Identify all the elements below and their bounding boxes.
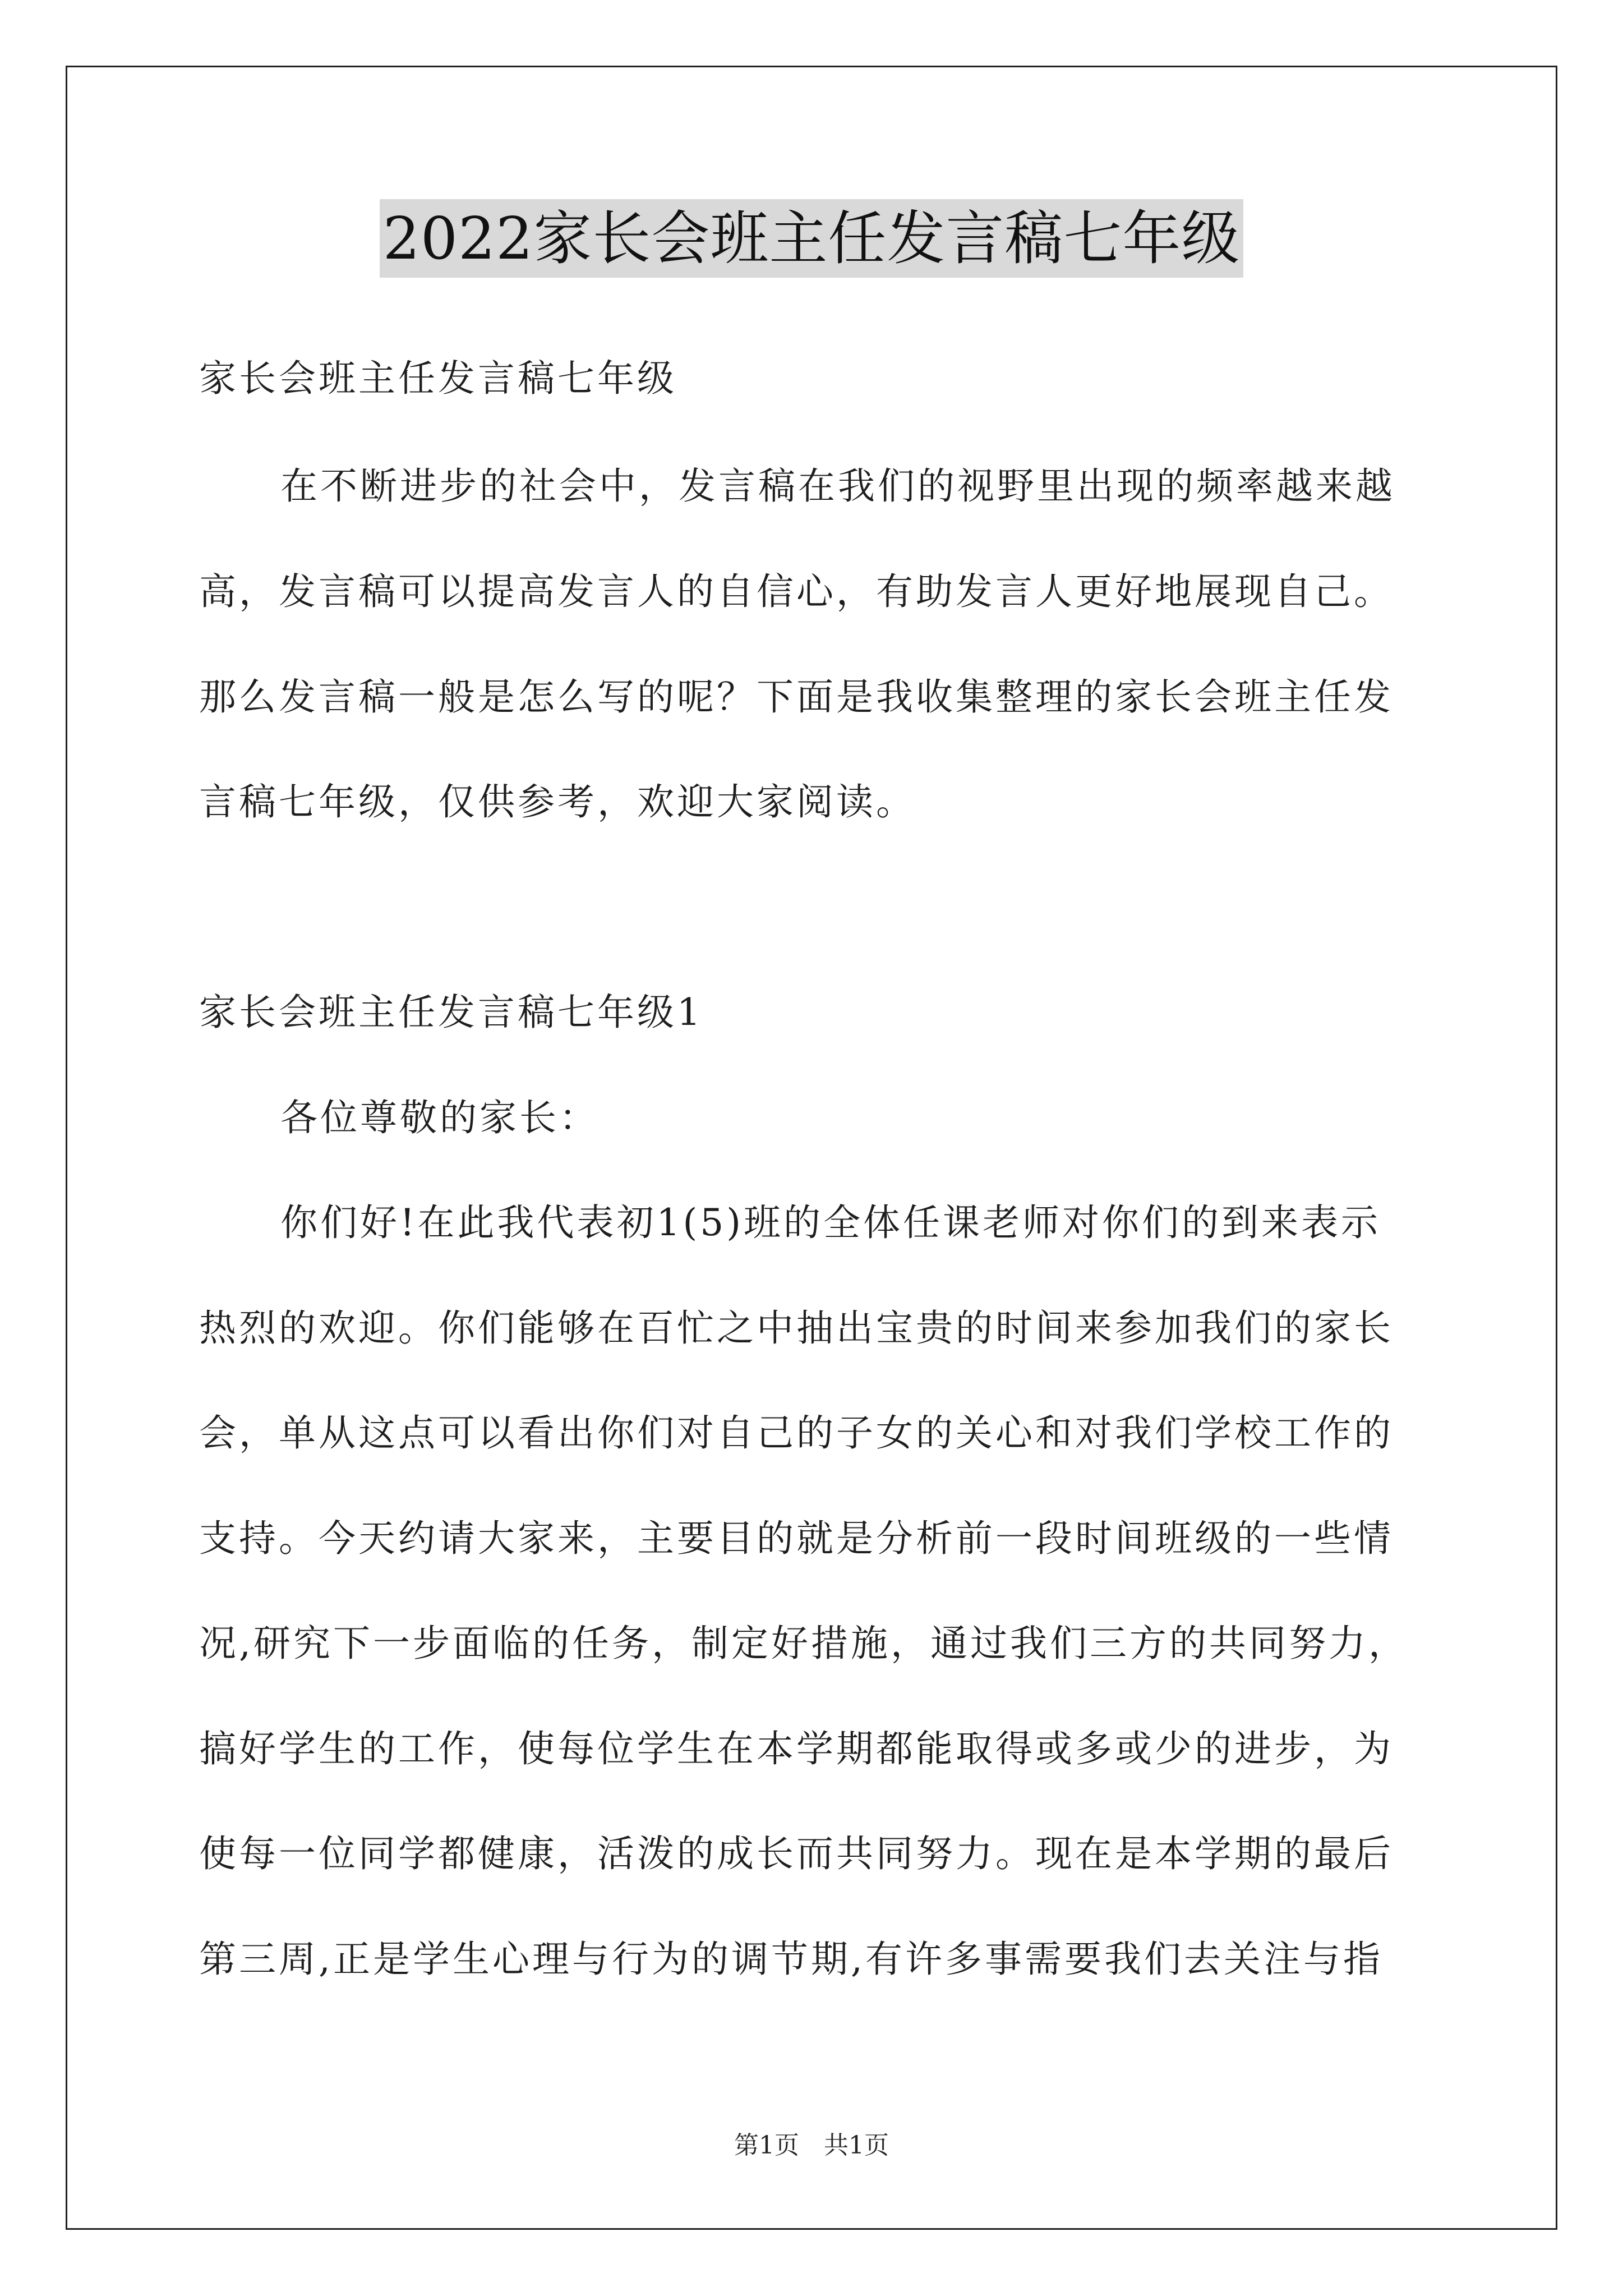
body-line: 那么发言稿一般是怎么写的呢？下面是我收集整理的家长会班主任发 (199, 675, 1394, 719)
body-line: 搞好学生的工作，使每位学生在本学期都能取得或多或少的进步，为 (199, 1727, 1394, 1770)
body-line: 热烈的欢迎。你们能够在百忙之中抽出宝贵的时间来参加我们的家长 (199, 1306, 1394, 1350)
body-line: 言稿七年级，仅供参考，欢迎大家阅读。 (199, 780, 916, 823)
body-line: 你们好!在此我代表初1(5)班的全体任课老师对你们的到来表示 (280, 1201, 1381, 1244)
page-footer (0, 2129, 1623, 2162)
subtitle-line: 家长会班主任发言稿七年级 (199, 357, 677, 400)
title-container (0, 199, 1623, 278)
body-line: 使每一位同学都健康，活泼的成长而共同努力。现在是本学期的最后 (199, 1832, 1394, 1875)
section-heading: 家长会班主任发言稿七年级1 (199, 991, 703, 1034)
page-number: 第1页 共1页 (734, 2131, 889, 2160)
body-line: 支持。今天约请大家来，主要目的就是分析前一段时间班级的一些情 (199, 1517, 1394, 1560)
body-line: 在不断进步的社会中，发言稿在我们的视野里出现的频率越来越 (280, 464, 1395, 508)
body-line: 各位尊敬的家长： (280, 1096, 599, 1139)
body-line: 会，单从这点可以看出你们对自己的子女的关心和对我们学校工作的 (199, 1411, 1394, 1455)
body-line: 况,研究下一步面临的任务，制定好措施，通过我们三方的共同努力， (199, 1622, 1408, 1665)
body-line: 第三周,正是学生心理与行为的调节期,有许多事需要我们去关注与指 (199, 1938, 1383, 1981)
document-title: 2022家长会班主任发言稿七年级 (380, 199, 1244, 278)
body-line: 高，发言稿可以提高发言人的自信心，有助发言人更好地展现自己。 (199, 570, 1394, 613)
